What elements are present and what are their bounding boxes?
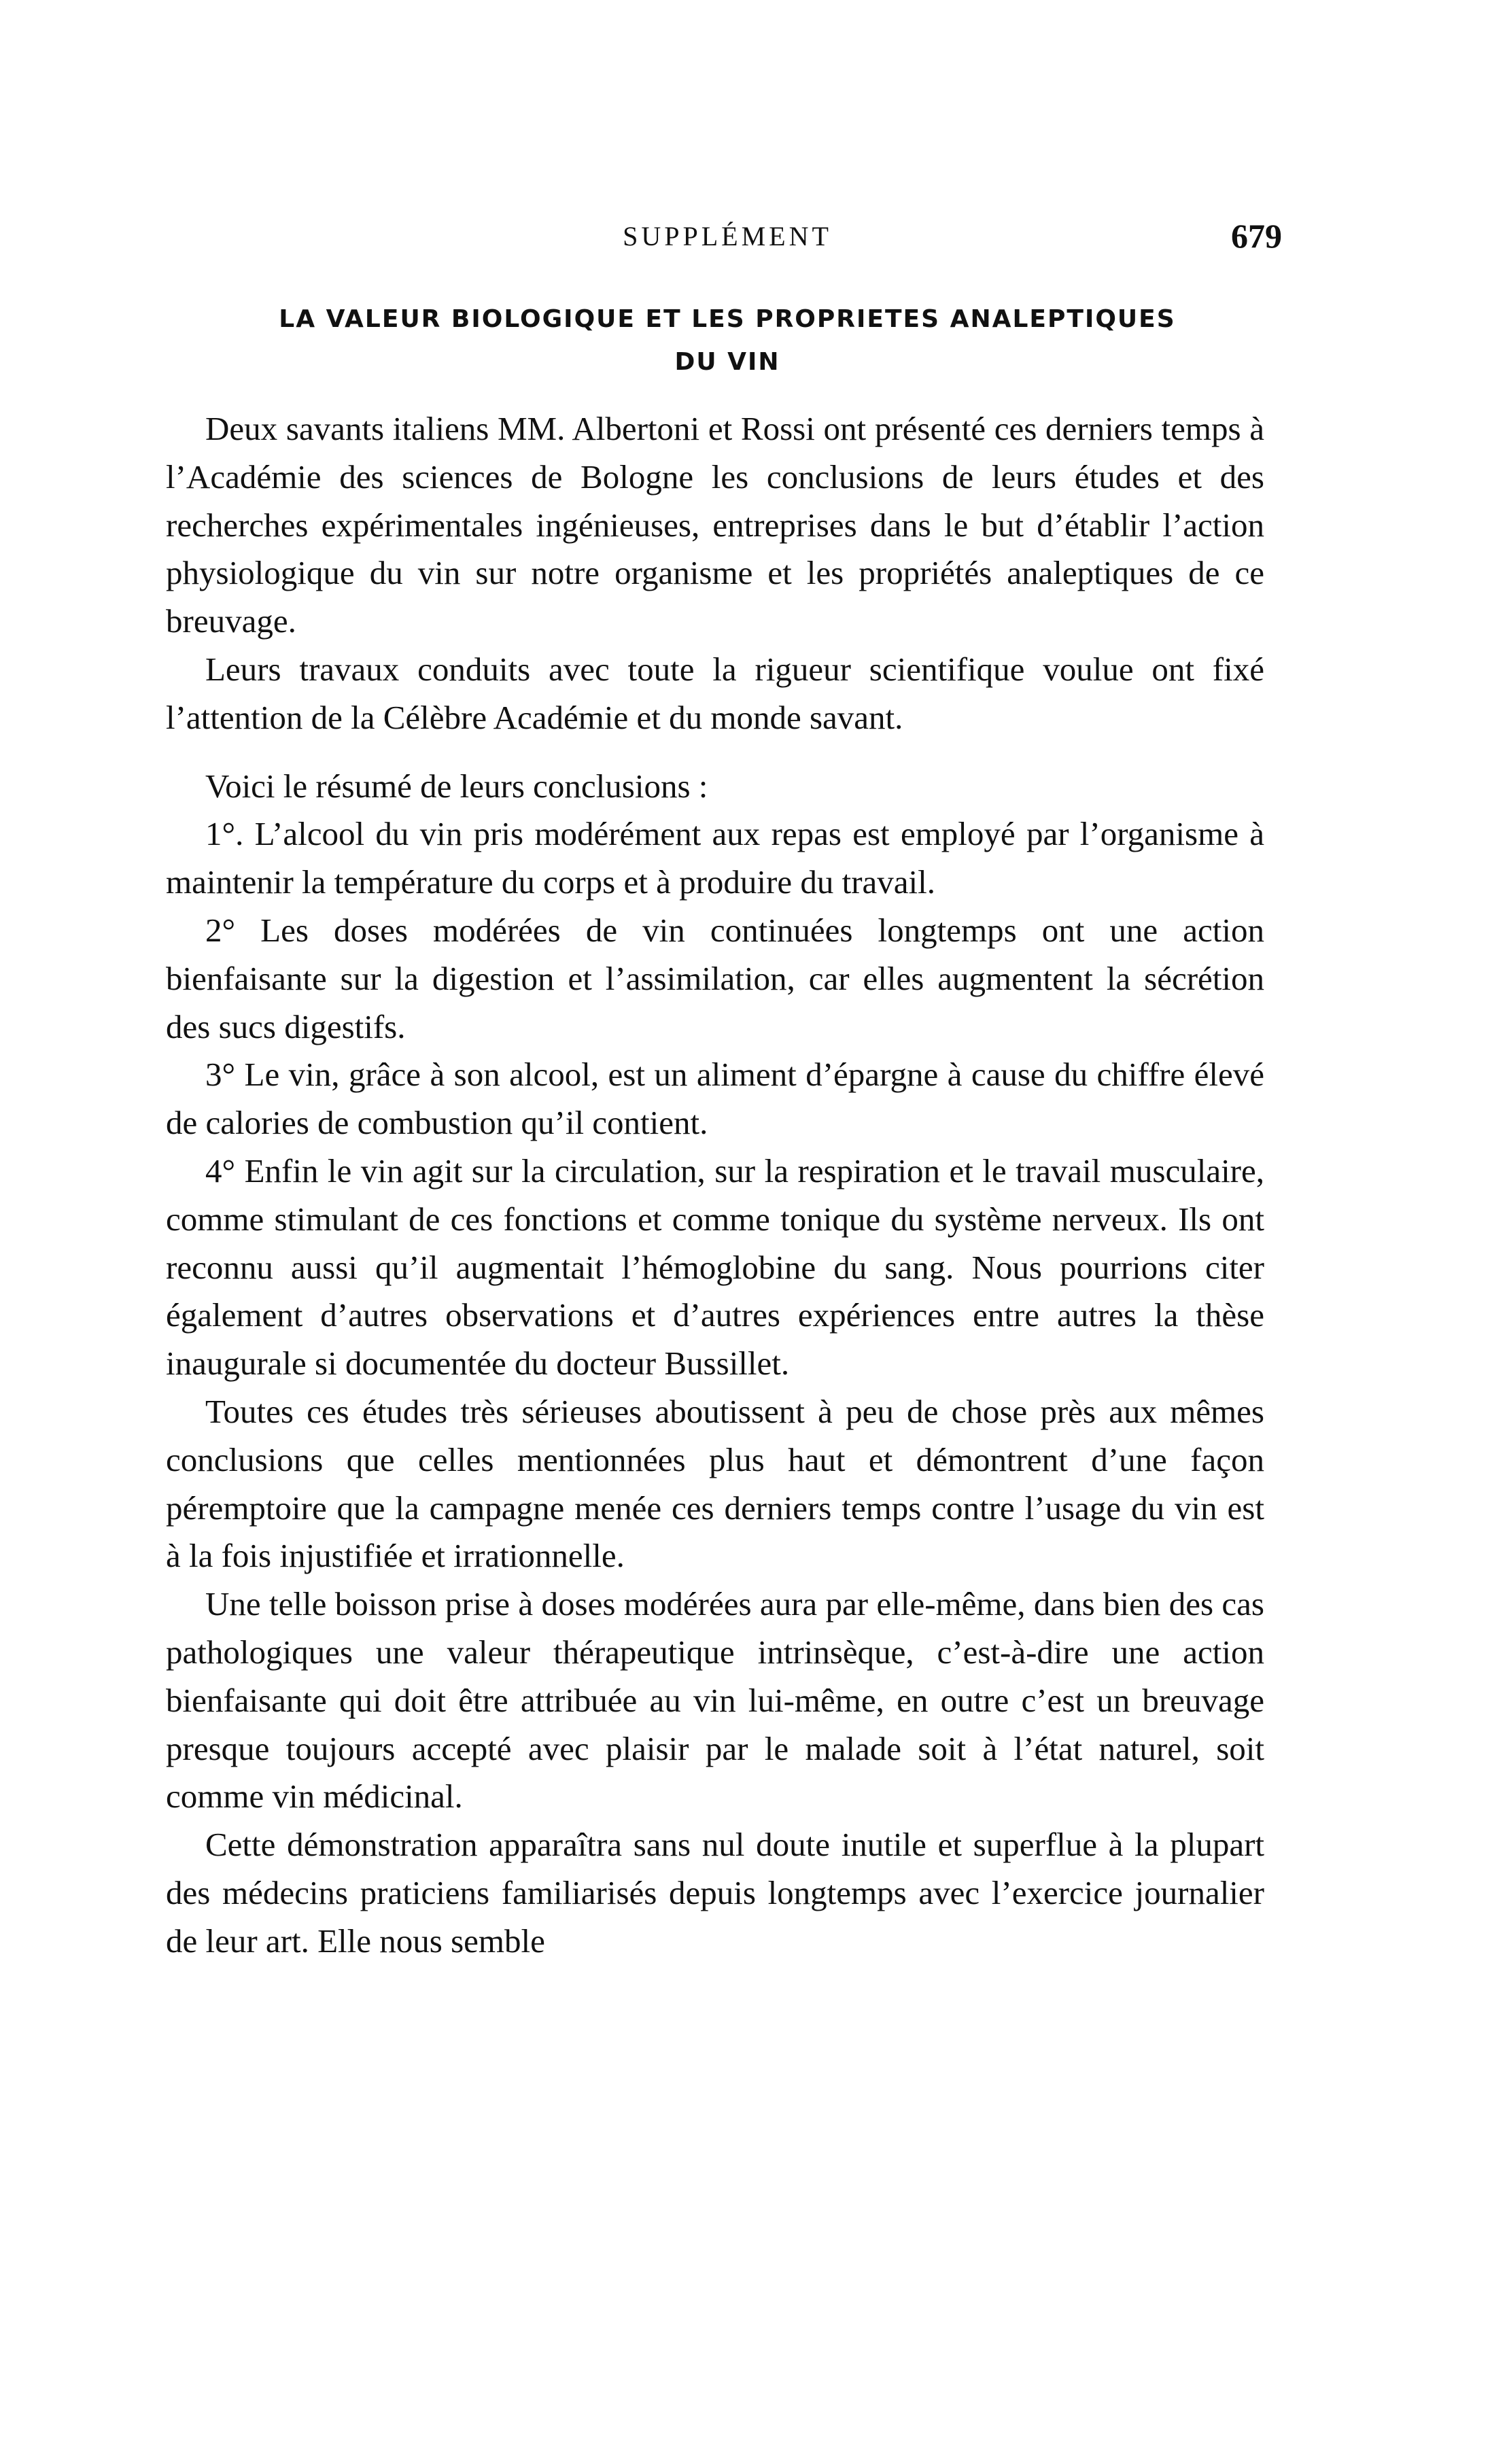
paragraph: Voici le résumé de leurs conclusions : <box>205 767 708 805</box>
list-item: 1°. L’alcool du vin pris modérément aux repas est employé par l’organisme à maintenir la température du corps et à produire du travail. <box>166 815 1264 901</box>
running-head <box>156 216 1298 257</box>
paragraph: Cette démonstration apparaîtra sans nul doute inutile et superflue à la plupart des médecins praticiens familiarisés depuis longtemps avec l’exercice journalier de leur art. Elle nous semble <box>166 1826 1264 1960</box>
article-title-line-2: DU VIN <box>674 348 780 376</box>
article-title-line-1: LA VALEUR BIOLOGIQUE ET LES PROPRIETES ANALEPTIQUES <box>279 305 1176 333</box>
page-number: 679 <box>1231 217 1282 255</box>
paragraph: Deux savants italiens MM. Albertoni et Rossi ont présenté ces derniers temps à l’Académie des sciences de Bologne les conclusions de leurs études et des recherches expérimentales ingénieuses, entreprises dans le but d’établir l’action physiologique du vin sur notre organisme et les propriétés analeptiques de ce breuvage. <box>166 410 1264 640</box>
article-title <box>156 298 1298 383</box>
list-item: 4° Enfin le vin agit sur la circulation, sur la respiration et le travail musculaire, comme stimulant de ces fonctions et comme tonique du système nerveux. Ils ont reconnu aussi qu’il augmentait l’hémoglobine du sang. Nous pourrions citer également d’autres observations et d’autres expériences entre autres la thèse inaugurale si documentée du docteur Bussillet. <box>166 1151 1264 1383</box>
list-item: 2° Les doses modérées de vin continuées longtemps ont une action bienfaisante sur la digestion et l’assimilation, car elles augmentent la sécrétion des sucs digestifs. <box>166 911 1264 1045</box>
running-title: SUPPLÉMENT <box>623 221 832 251</box>
list-item: 3° Le vin, grâce à son alcool, est un aliment d’épargne à cause du chiffre élevé de calories de combustion qu’il contient. <box>166 1056 1264 1142</box>
paragraph: Une telle boisson prise à doses modérées aura par elle-même, dans bien des cas pathologiques une valeur thérapeutique intrinsèque, c’est-à-dire une action bienfaisante qui doit être attribuée au vin lui-même, en outre c’est un breuvage presque toujours accepté avec plaisir par le malade soit à l’état naturel, soit comme vin médicinal. <box>166 1585 1264 1816</box>
article-body <box>166 405 1264 1966</box>
paragraph: Toutes ces études très sérieuses aboutissent à peu de chose près aux mêmes conclusions que celles mentionnées plus haut et démontrent d’une façon péremptoire que la campagne menée ces derniers temps contre l’usage du vin est à la fois injustifiée et irrationnelle. <box>166 1392 1264 1575</box>
paragraph: Leurs travaux conduits avec toute la rigueur scientifique voulue ont fixé l’attention de la Célèbre Académie et du monde savant. <box>166 650 1264 736</box>
